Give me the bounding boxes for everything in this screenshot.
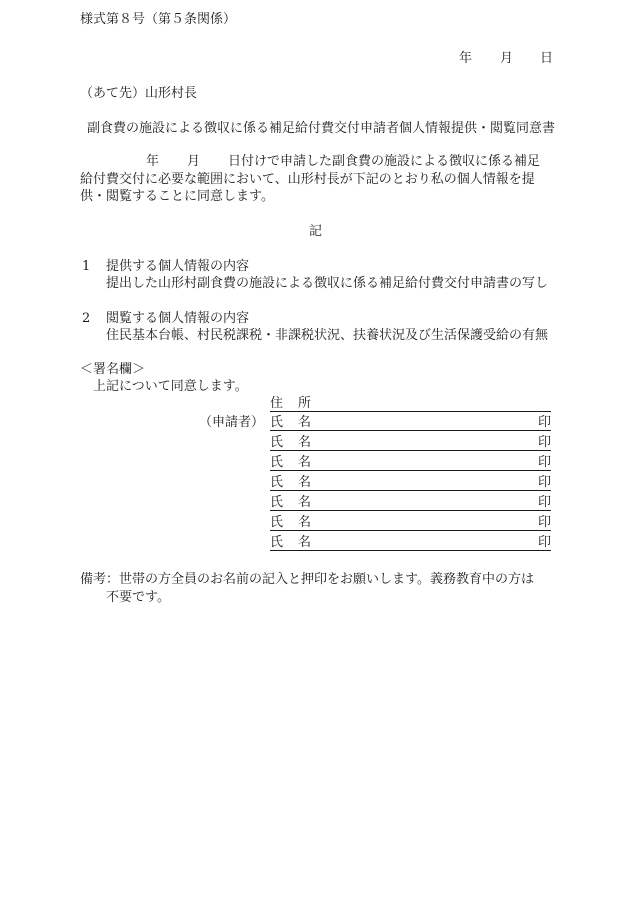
item-heading: 提供する個人情報の内容 xyxy=(106,259,250,274)
note-line-1: 備考：世帯の方全員のお名前の記入と押印をお願いします。義務教育中の方は xyxy=(80,572,534,587)
name-label-b: 名 xyxy=(298,515,312,530)
name-label-a: 氏 xyxy=(270,515,284,530)
form-number: 様式第８号（第５条関係） xyxy=(80,12,237,27)
item-number: 2 xyxy=(82,311,91,326)
seal-mark: 印 xyxy=(537,515,551,530)
date-month-label: 月 xyxy=(500,51,514,66)
note-line-2: 不要です。 xyxy=(106,590,170,605)
name-field[interactable] xyxy=(270,456,551,471)
applicant-label: （申請者） xyxy=(199,415,265,430)
name-label-b: 名 xyxy=(298,435,312,450)
address-field[interactable] xyxy=(270,397,551,412)
name-label-b: 名 xyxy=(298,535,312,550)
seal-mark: 印 xyxy=(537,495,551,510)
date-day-label: 日 xyxy=(540,51,554,66)
name-label-a: 氏 xyxy=(270,475,284,490)
name-label-b: 名 xyxy=(298,475,312,490)
name-label-a: 氏 xyxy=(270,535,284,550)
name-field[interactable] xyxy=(270,516,551,531)
body-line-1: 日付けで申請した副食費の施設による徴収に係る補足 xyxy=(228,154,541,169)
addressee: （あて先）山形村長 xyxy=(80,86,198,101)
seal-mark: 印 xyxy=(537,535,551,550)
seal-mark: 印 xyxy=(537,455,551,470)
name-field[interactable] xyxy=(270,476,551,491)
consent-statement: 上記について同意します。 xyxy=(93,379,248,394)
address-label-b: 所 xyxy=(298,396,312,411)
item-heading: 閲覧する個人情報の内容 xyxy=(106,311,250,326)
address-label-a: 住 xyxy=(270,396,284,411)
item-number: 1 xyxy=(82,259,91,274)
name-label-a: 氏 xyxy=(270,495,284,510)
date-year-label: 年 xyxy=(459,51,473,66)
name-label-a: 氏 xyxy=(270,435,284,450)
seal-mark: 印 xyxy=(537,475,551,490)
body-line-3: 供・閲覧することに同意します。 xyxy=(80,189,274,204)
signature-section-label: ＜署名欄＞ xyxy=(80,362,146,377)
name-label-a: 氏 xyxy=(270,455,284,470)
name-field[interactable] xyxy=(270,436,551,451)
ki-label: 記 xyxy=(309,224,323,239)
item-detail: 提出した山形村副食費の施設による徴収に係る補足給付費交付申請書の写し xyxy=(106,276,549,291)
seal-mark: 印 xyxy=(537,435,551,450)
name-field[interactable] xyxy=(270,536,551,551)
body-year-label: 年 xyxy=(146,154,160,169)
document-title: 副食費の施設による徴収に係る補足給付費交付申請者個人情報提供・閲覧同意書 xyxy=(87,121,556,136)
name-label-a: 氏 xyxy=(270,415,284,430)
name-field[interactable] xyxy=(270,416,551,431)
name-label-b: 名 xyxy=(298,495,312,510)
name-label-b: 名 xyxy=(298,415,312,430)
item-detail: 住民基本台帳、村民税課税・非課税状況、扶養状況及び生活保護受給の有無 xyxy=(106,328,549,343)
body-line-2: 給付費交付に必要な範囲において、山形村長が下記のとおり私の個人情報を提 xyxy=(80,172,535,187)
body-month-label: 月 xyxy=(187,154,201,169)
name-field[interactable] xyxy=(270,496,551,511)
seal-mark: 印 xyxy=(537,415,551,430)
name-label-b: 名 xyxy=(298,455,312,470)
